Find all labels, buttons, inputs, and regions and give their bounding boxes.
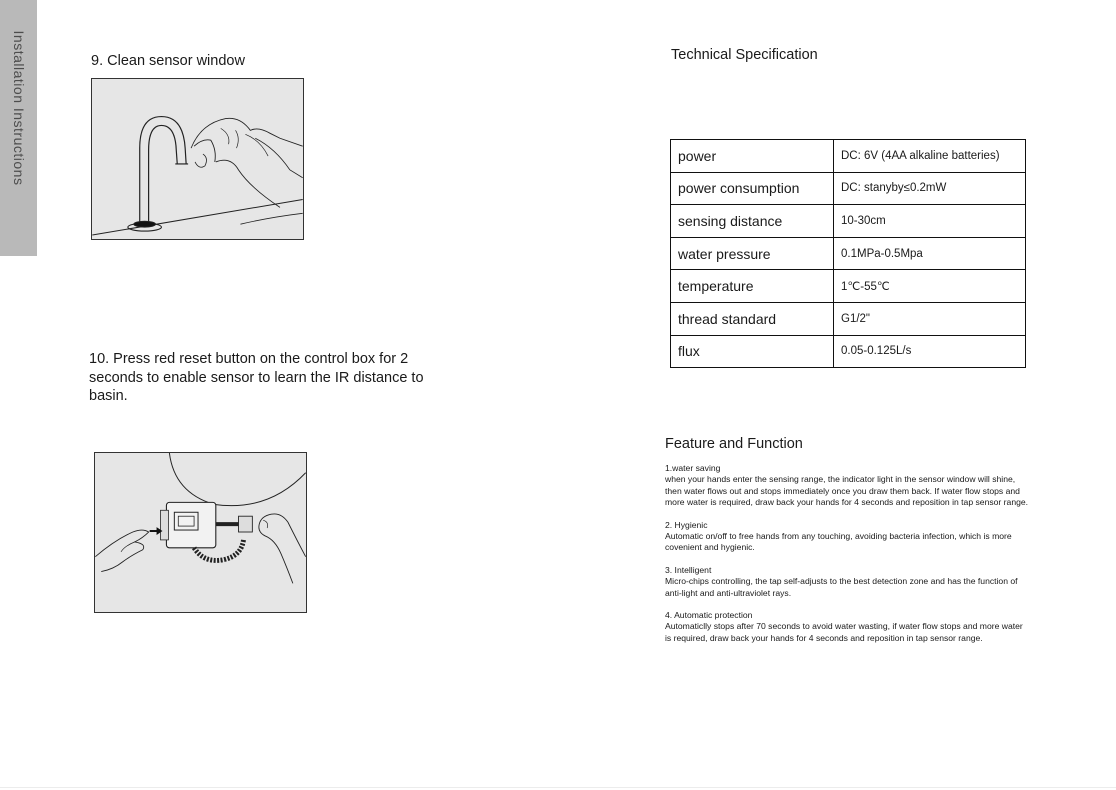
feature-item xyxy=(665,610,1070,644)
step-10-title: 10. Press red reset button on the control box for 2 seconds to enable sensor to learn the IR distance to basin. xyxy=(89,351,424,404)
spec-row xyxy=(671,270,1026,303)
spec-value: DC: stanyby≤0.2mW xyxy=(834,172,1026,205)
feature-line: then water flows out and stops immediately once you draw them back. If water flow stops and xyxy=(665,485,1020,496)
spec-row xyxy=(671,205,1026,238)
spec-row xyxy=(671,302,1026,335)
spec-row xyxy=(671,172,1026,205)
spec-value: 10-30cm xyxy=(834,205,1026,238)
reset-button-illustration xyxy=(94,452,307,613)
feature-line: when your hands enter the sensing range, the indicator light in the sensor window will shine, xyxy=(665,474,1016,485)
feature-line: is required, draw back your hands for 4 seconds and reposition in tap sensor range. xyxy=(665,632,983,643)
feature-line: Micro-chips controlling, the tap self-adjusts to the best detection zone and has the function of xyxy=(665,576,1018,587)
clean-sensor-illustration xyxy=(91,78,304,240)
page-bottom-divider xyxy=(0,787,1116,788)
feature-heading: 3. Intelligent xyxy=(665,564,712,575)
spec-key: power xyxy=(671,140,834,173)
spec-key: thread standard xyxy=(671,302,834,335)
spec-key: power consumption xyxy=(671,172,834,205)
spec-title: Technical Specification xyxy=(671,47,818,63)
spec-table xyxy=(670,139,1026,368)
spec-value: 0.1MPa-0.5Mpa xyxy=(834,237,1026,270)
spec-key: sensing distance xyxy=(671,205,834,238)
feature-line: Automaticlly stops after 70 seconds to avoid water wasting, if water flow stops and more water xyxy=(665,621,1023,632)
control-box-drawing xyxy=(95,453,306,612)
spec-key: temperature xyxy=(671,270,834,303)
feature-line: more water is required, draw back your hands for 4 seconds and reposition in tap sensor range. xyxy=(665,497,1029,508)
spec-row xyxy=(671,237,1026,270)
side-tab xyxy=(0,0,37,256)
feature-line: covenient and hygienic. xyxy=(665,542,755,553)
faucet-wipe-drawing xyxy=(92,79,303,239)
feature-heading: 1.water saving xyxy=(665,463,721,473)
feature-list xyxy=(665,463,1070,655)
spec-key: flux xyxy=(671,335,834,368)
feature-item xyxy=(665,565,1070,599)
feature-heading: 2. Hygienic xyxy=(665,519,708,530)
spec-value: G1/2" xyxy=(834,302,1026,335)
spec-value: 1℃-55℃ xyxy=(834,270,1026,303)
spec-row xyxy=(671,335,1026,368)
step-9-title: 9. Clean sensor window xyxy=(91,53,245,69)
feature-item xyxy=(665,520,1070,554)
feature-item xyxy=(665,463,1070,509)
spec-value: 0.05-0.125L/s xyxy=(834,335,1026,368)
feature-heading: 4. Automatic protection xyxy=(665,610,753,621)
side-tab-label: Installation Instructions xyxy=(11,30,27,186)
spec-row xyxy=(671,140,1026,173)
feature-title: Feature and Function xyxy=(665,436,803,452)
spec-value: DC: 6V (4AA alkaline batteries) xyxy=(834,140,1026,173)
feature-line: Automatic on/off to free hands from any touching, avoiding bacteria infection, which is more xyxy=(665,531,1012,542)
feature-line: anti-light and anti-ultraviolet rays. xyxy=(665,587,792,598)
spec-key: water pressure xyxy=(671,237,834,270)
